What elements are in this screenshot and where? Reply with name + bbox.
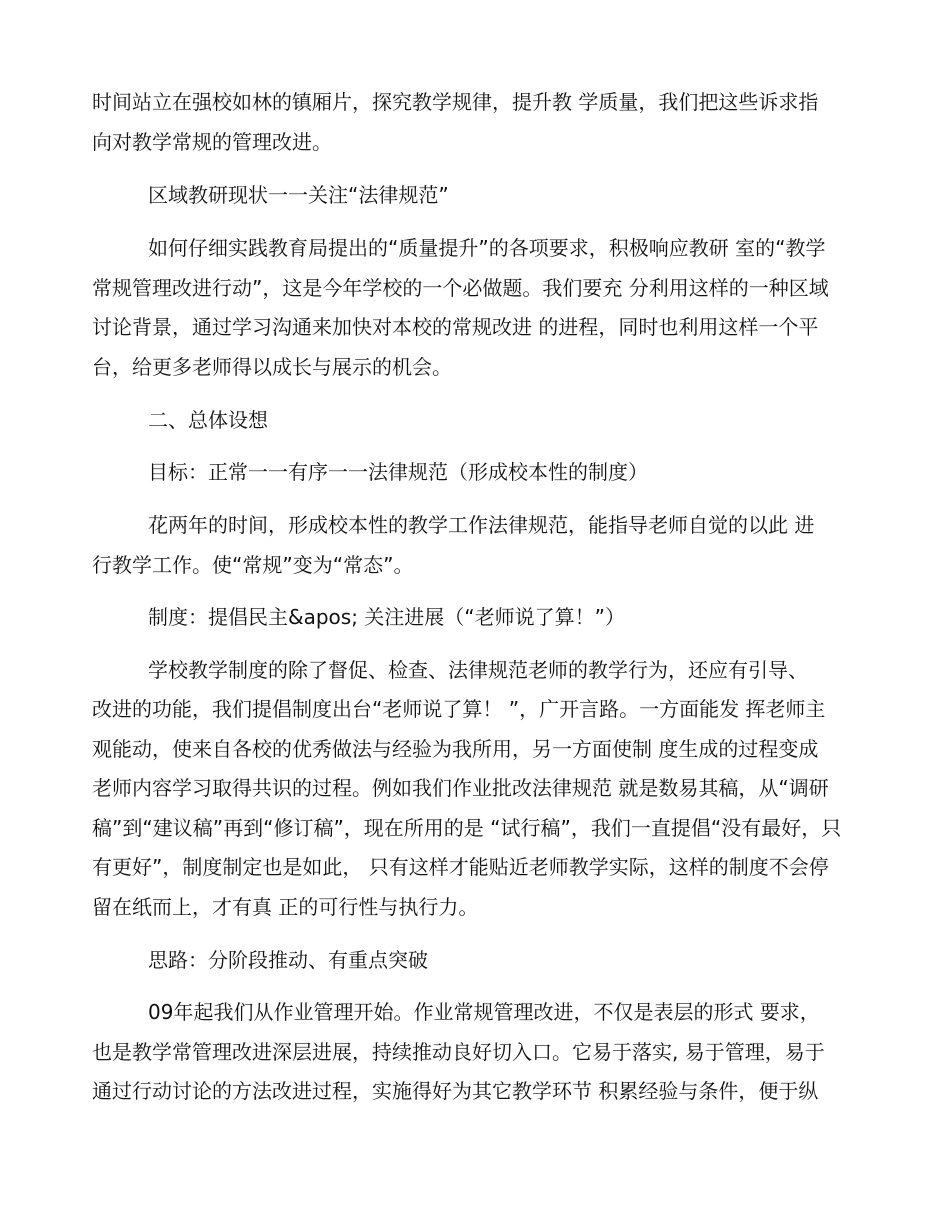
text-line: 09年起我们从作业管理开始。作业常规管理改进，不仅是表层的形式 要求， (148, 1000, 820, 1024)
text-line: 观能动，使来自各校的优秀做法与经验为我所用，另一方面使制 度生成的过程变成 (92, 737, 819, 761)
text-line: 老师内容学习取得共识的过程。例如我们作业批改法律规范 就是数易其稿，从“调研 (92, 776, 829, 800)
text-line: 改进的功能，我们提倡制度出台“老师说了算！ ”，广开言路。一方面能发 挥老师主 (92, 697, 826, 721)
section-heading: 目标：正常一一有序一一法律规范（形成校本性的制度） (148, 460, 648, 484)
text-line: 花两年的时间，形成校本性的教学工作法律规范，能指导老师自觉的以此 进 (148, 513, 815, 537)
text-line: 台，给更多老师得以成长与展示的机会。 (92, 355, 452, 379)
text-line: 通过行动讨论的方法改进过程，实施得好为其它教学环节 积累经验与条件，便于纵 (92, 1079, 819, 1103)
text-line: 讨论背景，通过学习沟通来加快对本校的常规改进 的进程，同时也利用这样一个平 (92, 315, 819, 339)
text-line: 有更好”，制度制定也是如此， 只有这样才能贴近老师教学实际，这样的制度不会停 (92, 855, 829, 879)
text-line: 时间站立在强校如林的镇厢片，探究教学规律，提升教 学质量，我们把这些诉求指 (92, 90, 819, 114)
text-line: 稿”到“建议稿”再到“修订稿”，现在所用的是 “试行稿”，我们一直提倡“没有最好，只 (92, 816, 842, 840)
section-heading: 二、总体设想 (148, 408, 268, 432)
text-line: 行教学工作。使“常规”变为“常态”。 (92, 553, 414, 577)
section-heading: 思路：分阶段推动、有重点突破 (148, 948, 428, 972)
text-line: 常规管理改进行动”，这是今年学校的一个必做题。我们要充 分利用这样的一种区域 (92, 276, 829, 300)
text-line: 向对教学常规的管理改进。 (92, 130, 332, 154)
text-line: 如何仔细实践教育局提出的“质量提升”的各项要求，积极响应教研 室的“教学 (148, 236, 826, 260)
text-line: 也是教学常管理改进深层进展，持续推动良好切入口。它易于落实, 易于管理，易于 (92, 1040, 825, 1064)
text-line: 学校教学制度的除了督促、检查、法律规范老师的教学行为，还应有引导、 (148, 658, 808, 682)
section-heading: 区域教研现状一一关注“法律规范” (148, 183, 449, 207)
text-line: 留在纸而上，才有真 正的可行性与执行力。 (92, 895, 479, 919)
section-heading: 制度：提倡民主&apos; 关注进展（“老师说了算！”） (148, 605, 626, 629)
